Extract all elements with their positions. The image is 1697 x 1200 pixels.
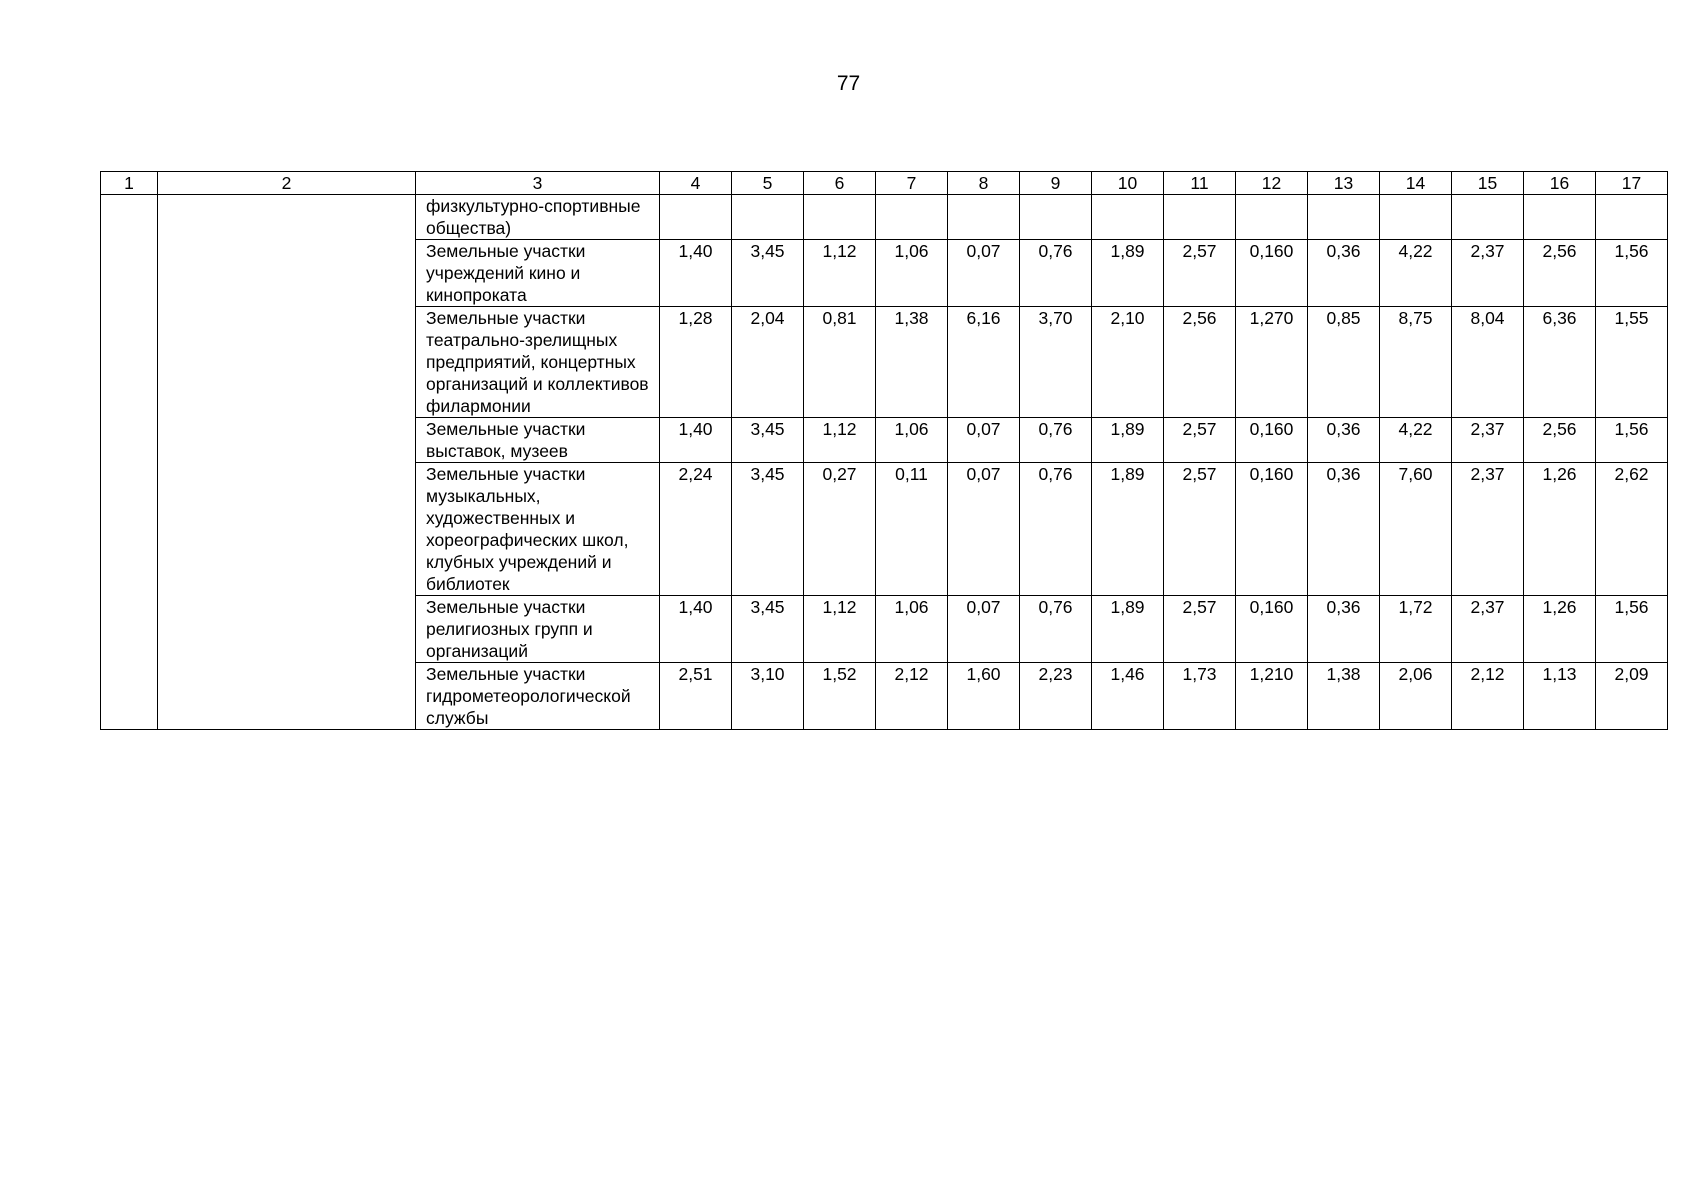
coefficient-cell: 1,89 xyxy=(1092,463,1164,596)
coefficient-cell: 1,40 xyxy=(660,596,732,663)
coefficient-cell xyxy=(1020,195,1092,240)
coefficient-cell xyxy=(660,195,732,240)
coefficient-cell xyxy=(1524,195,1596,240)
coefficient-cell: 1,06 xyxy=(876,596,948,663)
coefficient-cell: 1,28 xyxy=(660,307,732,418)
coefficient-cell: 2,51 xyxy=(660,663,732,730)
coefficient-cell: 2,56 xyxy=(1524,418,1596,463)
coefficient-cell: 4,22 xyxy=(1380,418,1452,463)
coefficient-cell: 3,45 xyxy=(732,596,804,663)
column-header: 14 xyxy=(1380,172,1452,195)
coefficient-cell: 3,45 xyxy=(732,418,804,463)
land-category-name: Земельные участки музыкальных, художественных и хореографических школ, клубных учреждений и библиотек xyxy=(416,463,660,596)
coefficient-cell: 2,37 xyxy=(1452,596,1524,663)
column-header: 12 xyxy=(1236,172,1308,195)
coefficient-cell: 1,210 xyxy=(1236,663,1308,730)
column-header: 7 xyxy=(876,172,948,195)
coefficient-cell: 0,76 xyxy=(1020,596,1092,663)
coefficient-cell: 0,160 xyxy=(1236,596,1308,663)
page-number: 77 xyxy=(836,72,861,95)
coefficient-cell: 0,160 xyxy=(1236,418,1308,463)
coefficient-cell xyxy=(1164,195,1236,240)
column-header: 11 xyxy=(1164,172,1236,195)
coefficient-cell: 0,85 xyxy=(1308,307,1380,418)
coefficient-cell: 0,07 xyxy=(948,596,1020,663)
coefficient-cell: 2,37 xyxy=(1452,418,1524,463)
coefficient-cell: 2,57 xyxy=(1164,463,1236,596)
coefficient-cell: 0,76 xyxy=(1020,240,1092,307)
coefficient-cell: 0,36 xyxy=(1308,463,1380,596)
coefficient-cell: 1,38 xyxy=(1308,663,1380,730)
column-header: 6 xyxy=(804,172,876,195)
coefficient-cell: 0,07 xyxy=(948,418,1020,463)
coefficient-cell: 1,12 xyxy=(804,418,876,463)
coefficient-cell: 8,75 xyxy=(1380,307,1452,418)
land-category-name: Земельные участки религиозных групп и организаций xyxy=(416,596,660,663)
coefficient-cell: 2,23 xyxy=(1020,663,1092,730)
coefficient-cell: 1,40 xyxy=(660,240,732,307)
coefficient-cell: 2,24 xyxy=(660,463,732,596)
column-header: 15 xyxy=(1452,172,1524,195)
column-header: 4 xyxy=(660,172,732,195)
coefficient-cell: 2,37 xyxy=(1452,240,1524,307)
coefficient-cell xyxy=(804,195,876,240)
coefficient-cell: 1,13 xyxy=(1524,663,1596,730)
coefficient-cell: 3,10 xyxy=(732,663,804,730)
land-category-name: Земельные участки театрально-зрелищных предприятий, концертных организаций и коллективов филармонии xyxy=(416,307,660,418)
coefficient-cell: 2,06 xyxy=(1380,663,1452,730)
coefficient-cell: 1,26 xyxy=(1524,596,1596,663)
coefficient-cell: 3,45 xyxy=(732,463,804,596)
column-header: 10 xyxy=(1092,172,1164,195)
coefficient-cell xyxy=(876,195,948,240)
coefficient-cell: 1,52 xyxy=(804,663,876,730)
coefficient-cell: 1,89 xyxy=(1092,240,1164,307)
coefficient-cell: 0,76 xyxy=(1020,463,1092,596)
coefficient-cell: 1,55 xyxy=(1596,307,1668,418)
column-header: 2 xyxy=(158,172,416,195)
coefficient-cell: 1,06 xyxy=(876,418,948,463)
coefficient-cell xyxy=(1092,195,1164,240)
column-header: 13 xyxy=(1308,172,1380,195)
land-category-name: Земельные участки гидрометеорологической службы xyxy=(416,663,660,730)
coefficient-cell: 0,27 xyxy=(804,463,876,596)
coefficient-cell: 1,89 xyxy=(1092,418,1164,463)
coefficient-cell: 2,57 xyxy=(1164,240,1236,307)
coefficient-cell: 4,22 xyxy=(1380,240,1452,307)
coefficient-cell xyxy=(1308,195,1380,240)
column-header: 9 xyxy=(1020,172,1092,195)
coefficient-cell: 1,270 xyxy=(1236,307,1308,418)
coefficient-cell xyxy=(1236,195,1308,240)
coefficient-cell: 0,160 xyxy=(1236,463,1308,596)
coefficient-cell: 0,07 xyxy=(948,240,1020,307)
column-header: 16 xyxy=(1524,172,1596,195)
coefficient-cell: 0,36 xyxy=(1308,418,1380,463)
merged-cell-col2 xyxy=(158,195,416,730)
land-category-name: Земельные участки учреждений кино и кинопроката xyxy=(416,240,660,307)
coefficient-cell: 1,38 xyxy=(876,307,948,418)
table-header-row xyxy=(101,172,1668,195)
column-header: 5 xyxy=(732,172,804,195)
coefficient-cell xyxy=(1452,195,1524,240)
coefficients-table xyxy=(100,171,1668,730)
coefficient-cell: 1,56 xyxy=(1596,596,1668,663)
coefficient-cell: 2,57 xyxy=(1164,418,1236,463)
coefficient-cell: 1,12 xyxy=(804,596,876,663)
coefficient-cell xyxy=(1596,195,1668,240)
coefficient-cell: 2,56 xyxy=(1164,307,1236,418)
table-row xyxy=(101,195,1668,240)
column-header: 8 xyxy=(948,172,1020,195)
coefficient-cell: 0,81 xyxy=(804,307,876,418)
coefficient-cell: 1,56 xyxy=(1596,418,1668,463)
coefficient-cell: 2,57 xyxy=(1164,596,1236,663)
coefficient-cell: 3,45 xyxy=(732,240,804,307)
coefficient-cell: 1,89 xyxy=(1092,596,1164,663)
coefficient-cell: 1,56 xyxy=(1596,240,1668,307)
coefficient-cell: 0,36 xyxy=(1308,240,1380,307)
coefficient-cell: 1,12 xyxy=(804,240,876,307)
coefficient-cell: 1,46 xyxy=(1092,663,1164,730)
coefficient-cell: 2,12 xyxy=(876,663,948,730)
coefficient-cell: 1,60 xyxy=(948,663,1020,730)
column-header: 17 xyxy=(1596,172,1668,195)
coefficient-cell xyxy=(732,195,804,240)
coefficient-cell: 6,16 xyxy=(948,307,1020,418)
coefficient-cell: 1,73 xyxy=(1164,663,1236,730)
coefficient-cell xyxy=(948,195,1020,240)
coefficient-cell: 2,12 xyxy=(1452,663,1524,730)
land-category-name: физкультурно-спортивные общества) xyxy=(416,195,660,240)
coefficient-cell: 2,10 xyxy=(1092,307,1164,418)
coefficient-cell: 1,26 xyxy=(1524,463,1596,596)
coefficient-cell: 1,06 xyxy=(876,240,948,307)
coefficient-cell: 2,09 xyxy=(1596,663,1668,730)
coefficient-cell: 1,72 xyxy=(1380,596,1452,663)
coefficient-cell: 2,62 xyxy=(1596,463,1668,596)
coefficient-cell: 1,40 xyxy=(660,418,732,463)
coefficient-cell: 2,37 xyxy=(1452,463,1524,596)
coefficient-cell: 0,160 xyxy=(1236,240,1308,307)
coefficient-cell: 2,56 xyxy=(1524,240,1596,307)
merged-cell-col1 xyxy=(101,195,158,730)
coefficient-cell: 0,07 xyxy=(948,463,1020,596)
coefficient-cell xyxy=(1380,195,1452,240)
coefficient-cell: 0,36 xyxy=(1308,596,1380,663)
coefficient-cell: 7,60 xyxy=(1380,463,1452,596)
coefficient-cell: 6,36 xyxy=(1524,307,1596,418)
land-category-name: Земельные участки выставок, музеев xyxy=(416,418,660,463)
coefficient-cell: 8,04 xyxy=(1452,307,1524,418)
coefficient-cell: 0,76 xyxy=(1020,418,1092,463)
coefficient-cell: 2,04 xyxy=(732,307,804,418)
column-header: 3 xyxy=(416,172,660,195)
coefficient-cell: 3,70 xyxy=(1020,307,1092,418)
column-header: 1 xyxy=(101,172,158,195)
coefficient-cell: 0,11 xyxy=(876,463,948,596)
